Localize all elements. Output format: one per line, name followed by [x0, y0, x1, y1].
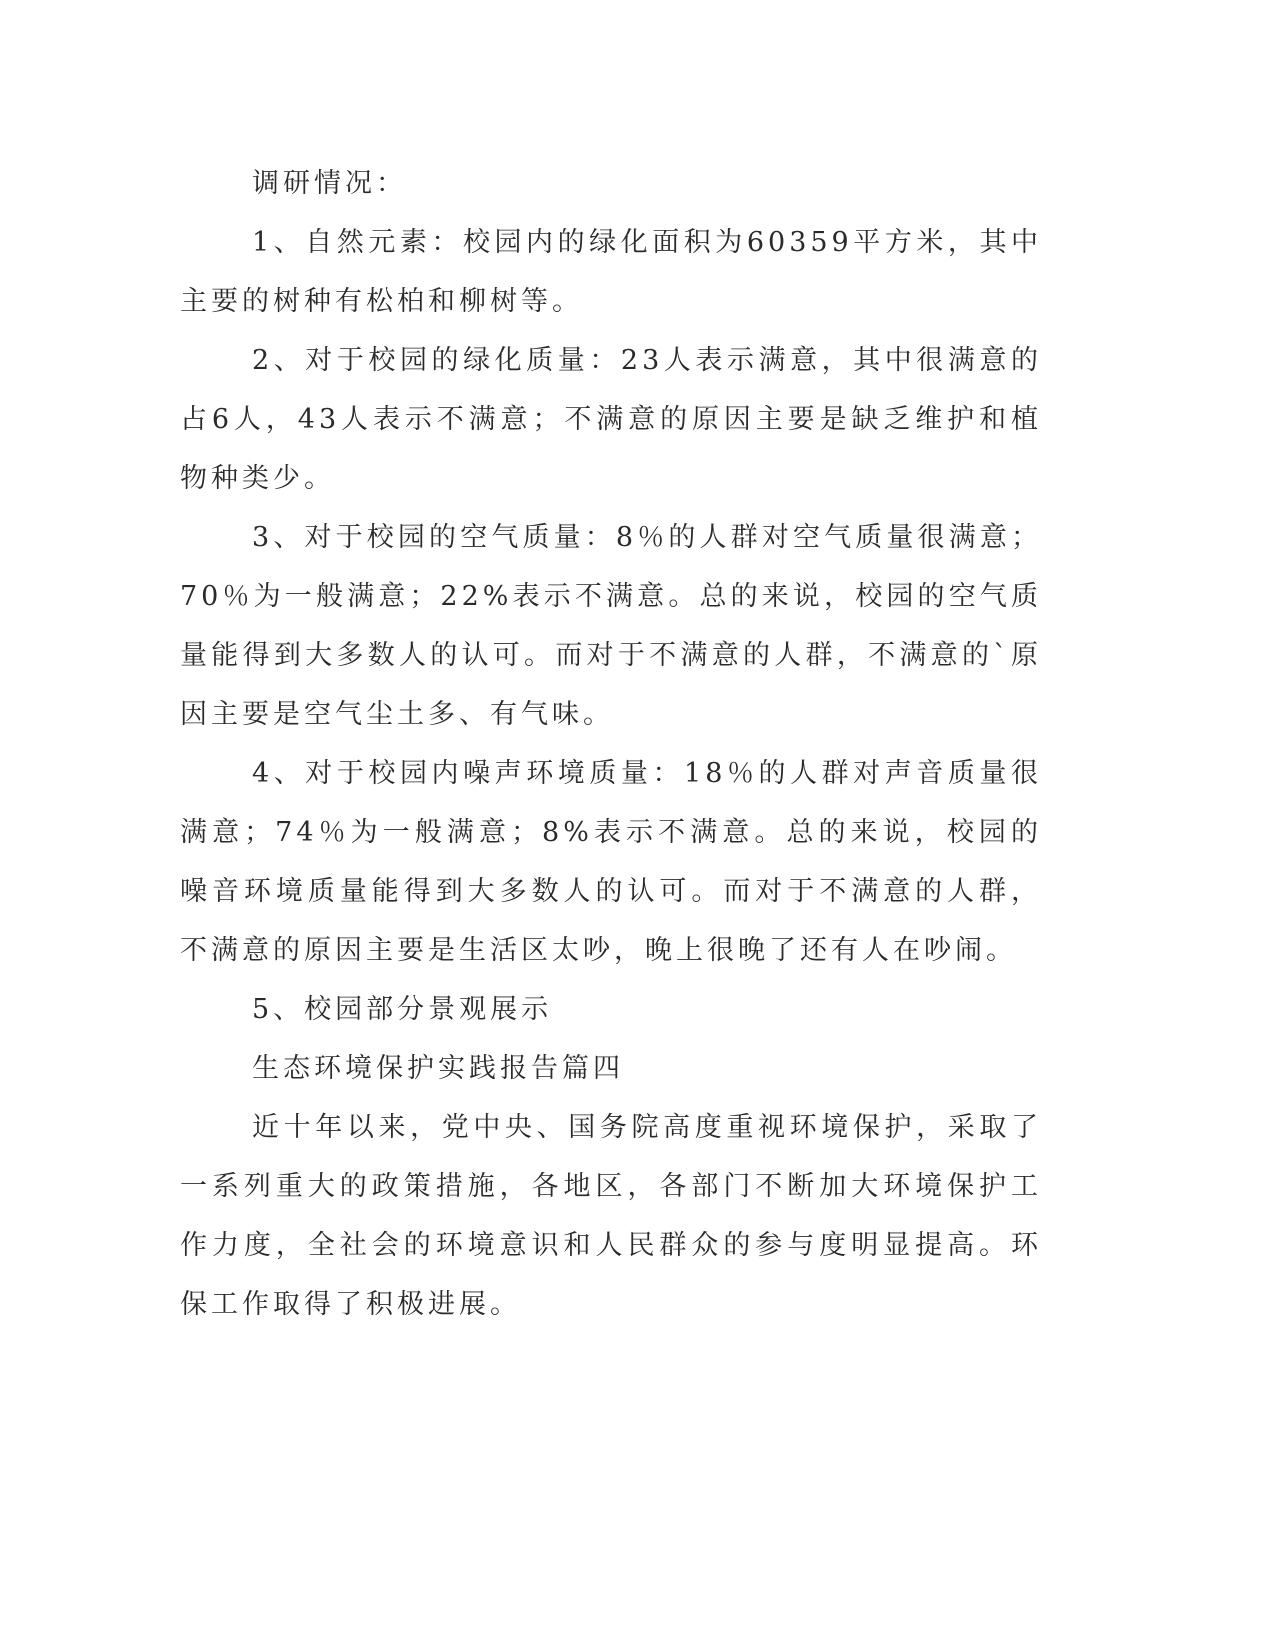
paragraph-greening-quality: 2、对于校园的绿化质量：23人表示满意，其中很满意的占6人，43人表示不满意；不满意的原因主要是缺乏维护和植物种类少。	[180, 345, 1042, 494]
paragraph-noise-quality: 4、对于校园内噪声环境质量：18％的人群对声音质量很满意；74％为一般满意；8%表示不满意。总的来说，校园的噪音环境质量能得到大多数人的认可。而对于不满意的人群，不满意的原因主要是生活区太吵，晚上很晚了还有人在吵闹。	[180, 758, 1042, 966]
paragraph-natural-elements: 1、自然元素：校园内的绿化面积为60359平方米，其中主要的树种有松柏和柳树等。	[180, 227, 1042, 317]
paragraph-landscape-display: 5、校园部分景观展示	[252, 994, 553, 1025]
paragraph-survey-heading: 调研情况：	[252, 168, 407, 199]
document-body	[180, 154, 1042, 1334]
paragraph-environmental-protection: 近十年以来，党中央、国务院高度重视环境保护，采取了一系列重大的政策措施，各地区，各部门不断加大环境保护工作力度，全社会的环境意识和人民群众的参与度明显提高。环保工作取得了积极进展。	[180, 1112, 1042, 1320]
paragraph-air-quality: 3、对于校园的空气质量：8％的人群对空气质量很满意；70％为一般满意；22%表示不满意。总的来说，校园的空气质量能得到大多数人的认可。而对于不满意的人群，不满意的`原因主要是空气尘土多、有气味。	[180, 522, 1042, 730]
section-title: 生态环境保护实践报告篇四	[252, 1053, 624, 1084]
